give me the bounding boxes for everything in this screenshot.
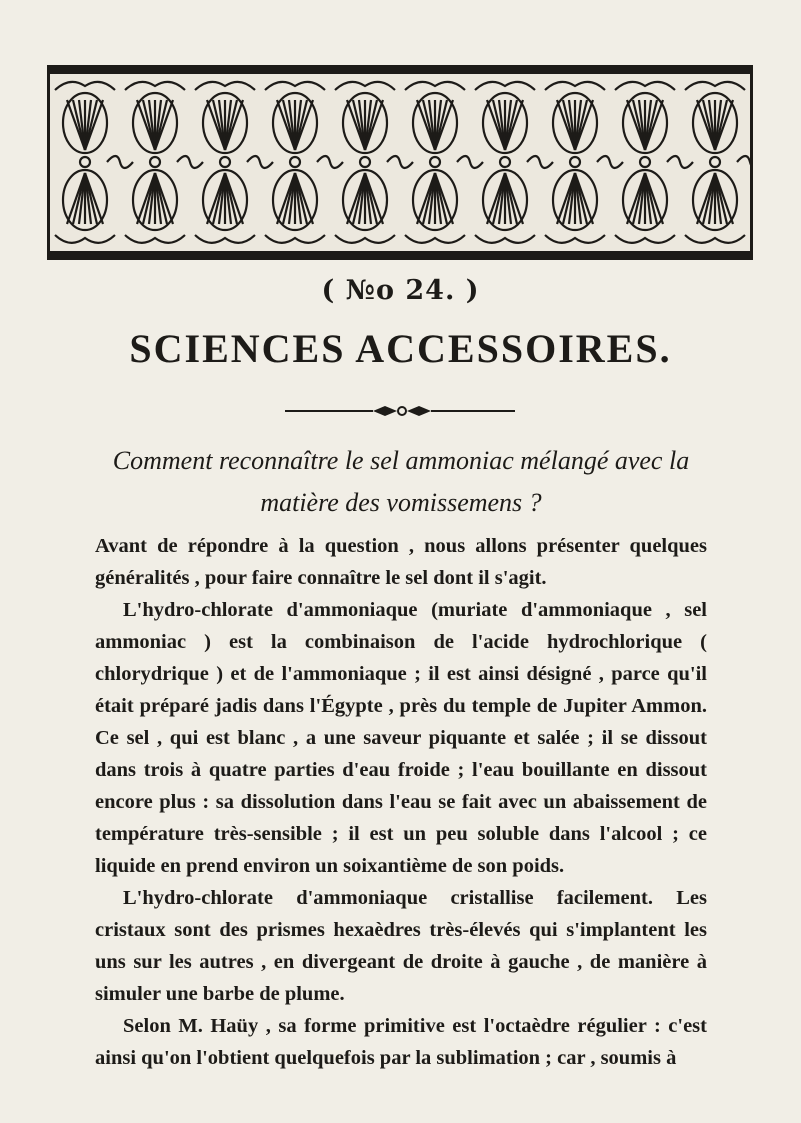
article-body	[95, 530, 707, 1074]
page-number: ( №o 24. )	[321, 275, 480, 306]
paragraph: Avant de répondre à la question , nous allons présenter quelques généralités , pour faire connaître le sel dont il s'agit.	[95, 535, 707, 589]
ornamental-header-band	[47, 65, 753, 260]
divider-rule-icon	[285, 404, 515, 418]
paragraph: L'hydro-chlorate d'ammoniaque (muriate d'ammoniaque , sel ammoniac ) est la combinaison de l'acide hydrochlorique ( chlorydrique ) et de l'ammoniaque ; il est ainsi désigné , parce qu'il était préparé jadis dans l'Égypte , près du temple de Jupiter Ammon. Ce sel , qui est blanc , a une saveur piquante et salée ; il se dissout dans trois à quatre parties d'eau froide ; l'eau bouillante en dissout encore plus : sa dissolution dans l'eau se fait avec un abaissement de température très-sensible ; il est un peu soluble dans l'alcool ; ce liquide en prend environ un soixantième de son poids.	[95, 599, 707, 877]
paragraph: L'hydro-chlorate d'ammoniaque cristallise facilement. Les cristaux sont des prismes hexaèdres très-élevés qui s'implantent les uns sur les autres , en divergeant de droite à gauche , de manière à simuler une barbe de plume.	[95, 887, 707, 1005]
palmette-ornament-icon	[50, 68, 750, 257]
paragraph: Selon M. Haüy , sa forme primitive est l'octaèdre régulier : c'est ainsi qu'on l'obtient quelquefois par la sublimation ; car , soumis à	[95, 1015, 707, 1069]
section-title: SCIENCES ACCESSOIRES.	[129, 326, 672, 371]
article-question-heading: Comment reconnaître le sel ammoniac mélangé avec la matière des vomissemens ?	[112, 446, 690, 517]
